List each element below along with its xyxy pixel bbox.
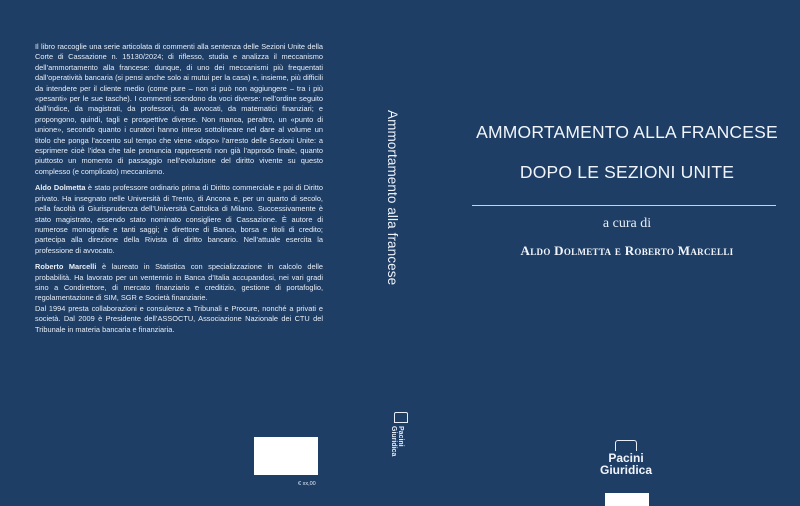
author-name: Aldo Dolmetta	[35, 183, 86, 193]
spine-title	[385, 110, 409, 286]
book-title-line2: DOPO LE SEZIONI UNITE	[519, 162, 735, 182]
author-bio-text: è stato professore ordinario prima di Diritto commerciale e poi di Diritto privato. Ha insegnato nelle Università di Trento, di Ancona e, per un quarto di secolo, nella facoltà di Giurisprudenza dell’Università Cattolica di Milano. Successivamente è stato magistrato, essendo stato nominato consigliere di Cassazione. È autore di numerose monografie e tanti saggi; è direttore di Banca, borsa e titoli di credito; partecipa alla direzione della Rivista di diritto bancario. Nell’attuale esercita la professione di avvocato.	[35, 183, 323, 255]
barcode-area	[254, 437, 318, 475]
spine-publisher-logo	[392, 412, 408, 476]
author-bio-marcelli	[35, 262, 323, 304]
author-bio-marcelli-cont: Dal 1994 presta collaborazioni e consulenze a Tribunali e Procure, nonché a privati e società. Dal 2009 è Presidente dell’ASSOCTU, Associazione Nazionale dei CTU del Tribunale in materia bancaria e finanziaria.	[35, 303, 323, 334]
divider	[472, 205, 776, 206]
editors-names: Aldo Dolmetta e Roberto Marcelli	[520, 243, 734, 258]
publisher-name-line2: Giuridica	[599, 463, 652, 477]
crest-icon	[394, 412, 408, 423]
author-bio-text: è laureato in Statistica con specializzazione in calcolo delle probabilità. Ha lavorato per un ventennio in Banca d’Italia accupandosi, nei vari gradi sino a Condirettore, di mercato finanziario e creditizio, gestione di portafoglio, regolamentazione di SIM, SGR e Società finanziarie.	[35, 262, 323, 303]
curated-by-label: a cura di	[602, 216, 652, 231]
back-cover-text	[35, 42, 323, 341]
spine-publisher-line1: Pacini	[397, 426, 404, 447]
author-name: Roberto Marcelli	[35, 262, 97, 272]
author-bio-dolmetta	[35, 183, 323, 256]
spine-publisher-name	[390, 426, 404, 456]
publisher-logo	[594, 440, 658, 500]
price-label: € xx,00	[298, 481, 316, 487]
book-title-line1: AMMORTAMENTO ALLA FRANCESE	[476, 122, 778, 142]
crest-icon	[615, 440, 637, 451]
publisher-name-line1: Pacini	[608, 451, 644, 465]
white-strip	[605, 493, 649, 506]
spine-publisher-line2: Giuridica	[390, 426, 397, 457]
synopsis-paragraph: Il libro raccoglie una serie articolata di commenti alla sentenza delle Sezioni Unite della Corte di Cassazione n. 15130/2024; di riflesso, studia e analizza il meccanismo dell’ammortamento alla francese: dunque, di uno dei meccanismi più frequentati dall’operatività bancaria (si pensi anche solo ai mutui per la casa) e, insieme, più difficili da intendere per il cliente medio (come pure – non si può non aggiungere – tra i più «pesanti» per le sue tasche). I commenti scendono da voci diverse: nell’ordine seguito dall’indice, da magistrati, da professori, da avvocati, da matematici finanziari; e propongono, quindi, tagli e prospettive diverse. Non manca, peraltro, un «punto di unione», secondo quanto i curatori hanno inteso sottolineare nel dare al volume un titolo che ponga l’accento sul tempo che viene «dopo» l’arresto delle Sezioni Unite: a esprimere cioè l’idea che tale pronuncia rappresenti non già l’approdo finale, quanto piuttosto un momento di passaggio nell’evoluzione del diritto vivente su questo complesso (e complicato) meccanismo.	[35, 42, 323, 176]
spine-title-text: Ammortamento alla francese	[385, 110, 400, 286]
